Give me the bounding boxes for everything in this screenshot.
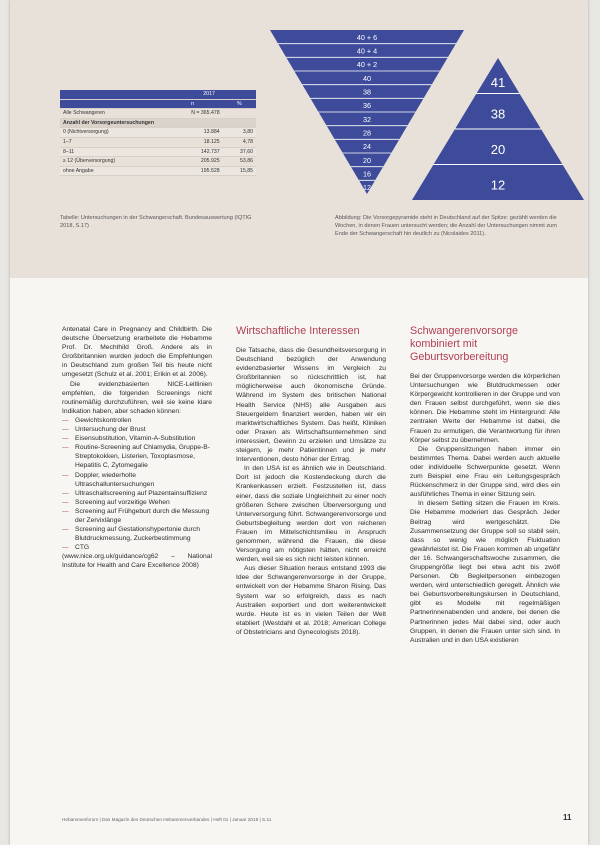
week-label: 40 + 4 [356, 46, 378, 56]
col3-paragraph-1: Bei der Gruppenvorsorge werden die körperlichen Untersuchungen wie Blutdruckmessen oder Körpergewicht kontrollieren in der Gruppe und von den Frauen selbst durchgeführt, wenn sie dies können. Die Hebamme steht im Hintergrund: Alle zentralen Werte der Hebamme ist dabei, die Frauen zu ermutigen, die Verantwortung für ihren Körper selbst zu übernehmen. [410, 373, 560, 444]
col2-paragraph-1: Die Tatsache, dass die Gesundheitsversorgung in Deutschland bezüglich der Anwendung evidenzbasierter Wissens im Vergleich zu Großbritannien so rückschrittlich ist, hat möglicherweise auch ökonomische Gründe. Während im System des britischen National Health Service (NHS) alle Ausgaben aus Steuergeldern finanziert werden, haben wir ein marktwirtschaftliches System. Das heißt, Kliniken oder Praxen als Wirtschaftsunternehmen sind interessiert, Gewinn zu erzielen und Umsätze zu steigern, je mehr Patientinnen und je mehr Interventionen, desto höher der Ertrag. [236, 347, 386, 464]
col-pct-header: % [223, 99, 256, 109]
col2-paragraph-2: In den USA ist es ähnlich wie in Deutschland. Dort ist jedoch die Kostendeckung durch die Krankenkassen erzielt. Festzustellen ist, dass einer, dass die soziale Ungleichheit zu einer noch größeren Schere zwischen Überversorgung und Unterversorgung führt. Schwangerenvorsorge und Geburtsbegleitung werden dort von reicheren Frauen im Mittelschichtsmilieu in Anspruch genommen, während die Frauen, die diese Versorgung am nötigsten hätten, nicht erreicht werden, weil sie es sich nicht leisten können. [236, 465, 386, 564]
week-label: 36 [363, 101, 371, 111]
week-label: 38 [490, 106, 506, 122]
week-label: 28 [363, 128, 371, 138]
table-cell-n: 18.125 [162, 137, 222, 147]
table-cell-pct: 53,86 [223, 157, 256, 167]
table-cell-n: 205.925 [162, 157, 222, 167]
week-label: 12 [490, 177, 506, 193]
table-cell-pct: 15,85 [223, 166, 256, 176]
col-n-header: n [162, 99, 222, 109]
week-label: 24 [363, 142, 371, 152]
table-cell-label: Alle Schwangeren [60, 109, 162, 119]
magazine-page [10, 0, 588, 845]
table-cell-pct: 4,78 [223, 137, 256, 147]
list-item: — CTG [62, 543, 212, 552]
table-cell-label: 8–11 [60, 147, 162, 157]
week-label: 16 [363, 169, 371, 179]
week-label: 40 + 2 [356, 60, 378, 70]
table-caption: Tabelle: Untersuchungen in der Schwangerschaft. Bundesauswertung (IQTIG 2018, S.17) [60, 215, 252, 229]
section-heading-group-care: Schwangerenvorsorge kombiniert mit Geburtsvorbereitung [410, 325, 519, 363]
table-cell-label: ≥ 12 (Überversorgung) [60, 157, 162, 167]
table-cell-label: ohne Angabe [60, 166, 162, 176]
page-footer: Hebammenforum | Das Magazin des Deutschen Hebammenverbandes | Heft 01 | Januar 2019 | S.11 [62, 817, 272, 822]
week-label: 40 + 6 [356, 32, 378, 42]
list-item: — Gewichtskontrollen [62, 416, 212, 425]
table-cell-label: 1–7 [60, 137, 162, 147]
screening-list [62, 416, 212, 552]
list-item: — Routine-Screening auf Chlamydia, Gruppe-B-Streptokokken, Listerien, Toxoplasmose, Hepatitis C, Zytomegalie [62, 443, 212, 470]
table-cell-pct: 37,60 [223, 147, 256, 157]
list-item: — Ultraschallscreening auf Plazentainsuffizienz [62, 489, 212, 498]
week-label: 38 [363, 87, 371, 97]
page-number: 11 [563, 813, 572, 822]
col3-paragraph-3: In diesem Setting sitzen die Frauen im Kreis. Die Hebamme moderiert das Gespräch. Jeder Beitrag wird wertgeschätzt. Die Zusammensetzung der Gruppe soll so stabil sein, dass so wenig wie möglich Fluktuation gewährleistet ist. Die Frauen kommen ab ungefähr der 16. Schwangerschaftswoche zusammen, die Gruppengröße liegt bei etwa acht bis zwölf Personen. Ob Begleitpersonen einbezogen werden, wird unterschiedlich geregelt. Ähnlich wie bei Geburtsvorbereitungskursen in Deutschland, gibt es Modelle mit regelmäßigen Partnerinnenabenden und andere, bei denen die Partnerinnen jedes Mal dabei sind, oder auch Gruppen, in denen die Frauen unter sich sind. In Australien und in den USA existieren [410, 500, 560, 644]
table-cell-n: 195.528 [162, 166, 222, 176]
list-item: — Screening auf Gestationshypertonie durch Blutdruckmessung, Zuckerbestimmung [62, 525, 212, 543]
table-cell-label: 0 (Nichtversorgung) [60, 128, 162, 138]
table-cell-n: 13.884 [162, 128, 222, 138]
week-label: 41 [490, 74, 506, 90]
table-cell-pct: 3,80 [223, 128, 256, 138]
table-cell-n: 142.737 [162, 147, 222, 157]
col2-paragraph-3: Aus dieser Situation heraus entstand 1993 die Idee der Schwangerenvorsorge in der Gruppe, entwickelt von der Hebamme Sharon Rising. Das System war so erfolgreich, dass es nach Australien exportiert und dort weiterentwickelt wurde. Heute ist es in vielen Teilen der Welt etabliert (Westdahl et al. 2018; American College of Obstetricians and Gynecologists 2018). [236, 565, 386, 636]
list-item: — Screening auf Frühgeburt durch die Messung der Zervixlänge [62, 507, 212, 525]
list-item: — Untersuchung der Brust [62, 425, 212, 434]
week-label: 40 [363, 73, 371, 83]
table-section-label: Anzahl der Vorsorgeuntersuchungen [60, 118, 256, 128]
table-cell-n: N = 365.478 [162, 109, 222, 119]
week-label: 20 [490, 141, 506, 157]
week-label: 32 [363, 114, 371, 124]
col3-paragraph-2: Die Gruppensitzungen haben immer ein bestimmtes Thema. Dabei werden auch aktuelle oder individuelle Schwerpunkte gesetzt. Wenn zum Beispiel eine Frau ein Leitungsgespräch Rückenschmerz in der Gruppe sind, wird dies ein ausführliches Thema in einer Sitzung sein. [410, 445, 560, 499]
column-3 [410, 325, 560, 645]
list-item: — Screening auf vorzeitige Wehen [62, 498, 212, 507]
column-1 [62, 325, 212, 571]
section-heading-economic: Wirtschaftliche Interessen [236, 325, 360, 337]
list-item: — Doppler, wiederholte Ultraschalluntersuchungen [62, 471, 212, 489]
pyramid-caption: Abbildung: Die Vorsorgepyramide steht in Deutschland auf der Spitze: gezählt werden die Wochen, in denen Frauen untersucht werden; die Anzahl der Untersuchungen nimmt zum Ende der Schwangerschaft hin deutlich zu (Nicolaides 2011). [335, 215, 557, 237]
week-label: 12 [363, 183, 371, 193]
table-year: 2017 [162, 90, 256, 99]
col1-paragraph: Die evidenzbasierten NICE-Leitlinien empfehlen, die folgenden Screenings nicht routinemäßig durchzuführen, weil sie keine klare Indikation haben, aber schaden können: [62, 380, 212, 415]
col1-source: (www.nice.org.uk/guidance/cg62 – National Institute for Health and Care Excellence 2008) [62, 553, 212, 570]
col1-intro: Antenatal Care in Pregnancy and Childbirth. Die deutsche Übersetzung erarbeitete die Hebamme Prof. Dr. Mechthild Groß. Andere als in Großbritannien wurden jedoch die Empfehlungen in Deutschland zum großen Teil bis heute nicht umgesetzt (Schulz et al. 2001; Erikin et al. 2006). [62, 326, 212, 379]
week-label: 20 [363, 155, 371, 165]
list-item: — Eisensubstitution, Vitamin-A-Substitution [62, 434, 212, 443]
column-2 [236, 325, 386, 637]
